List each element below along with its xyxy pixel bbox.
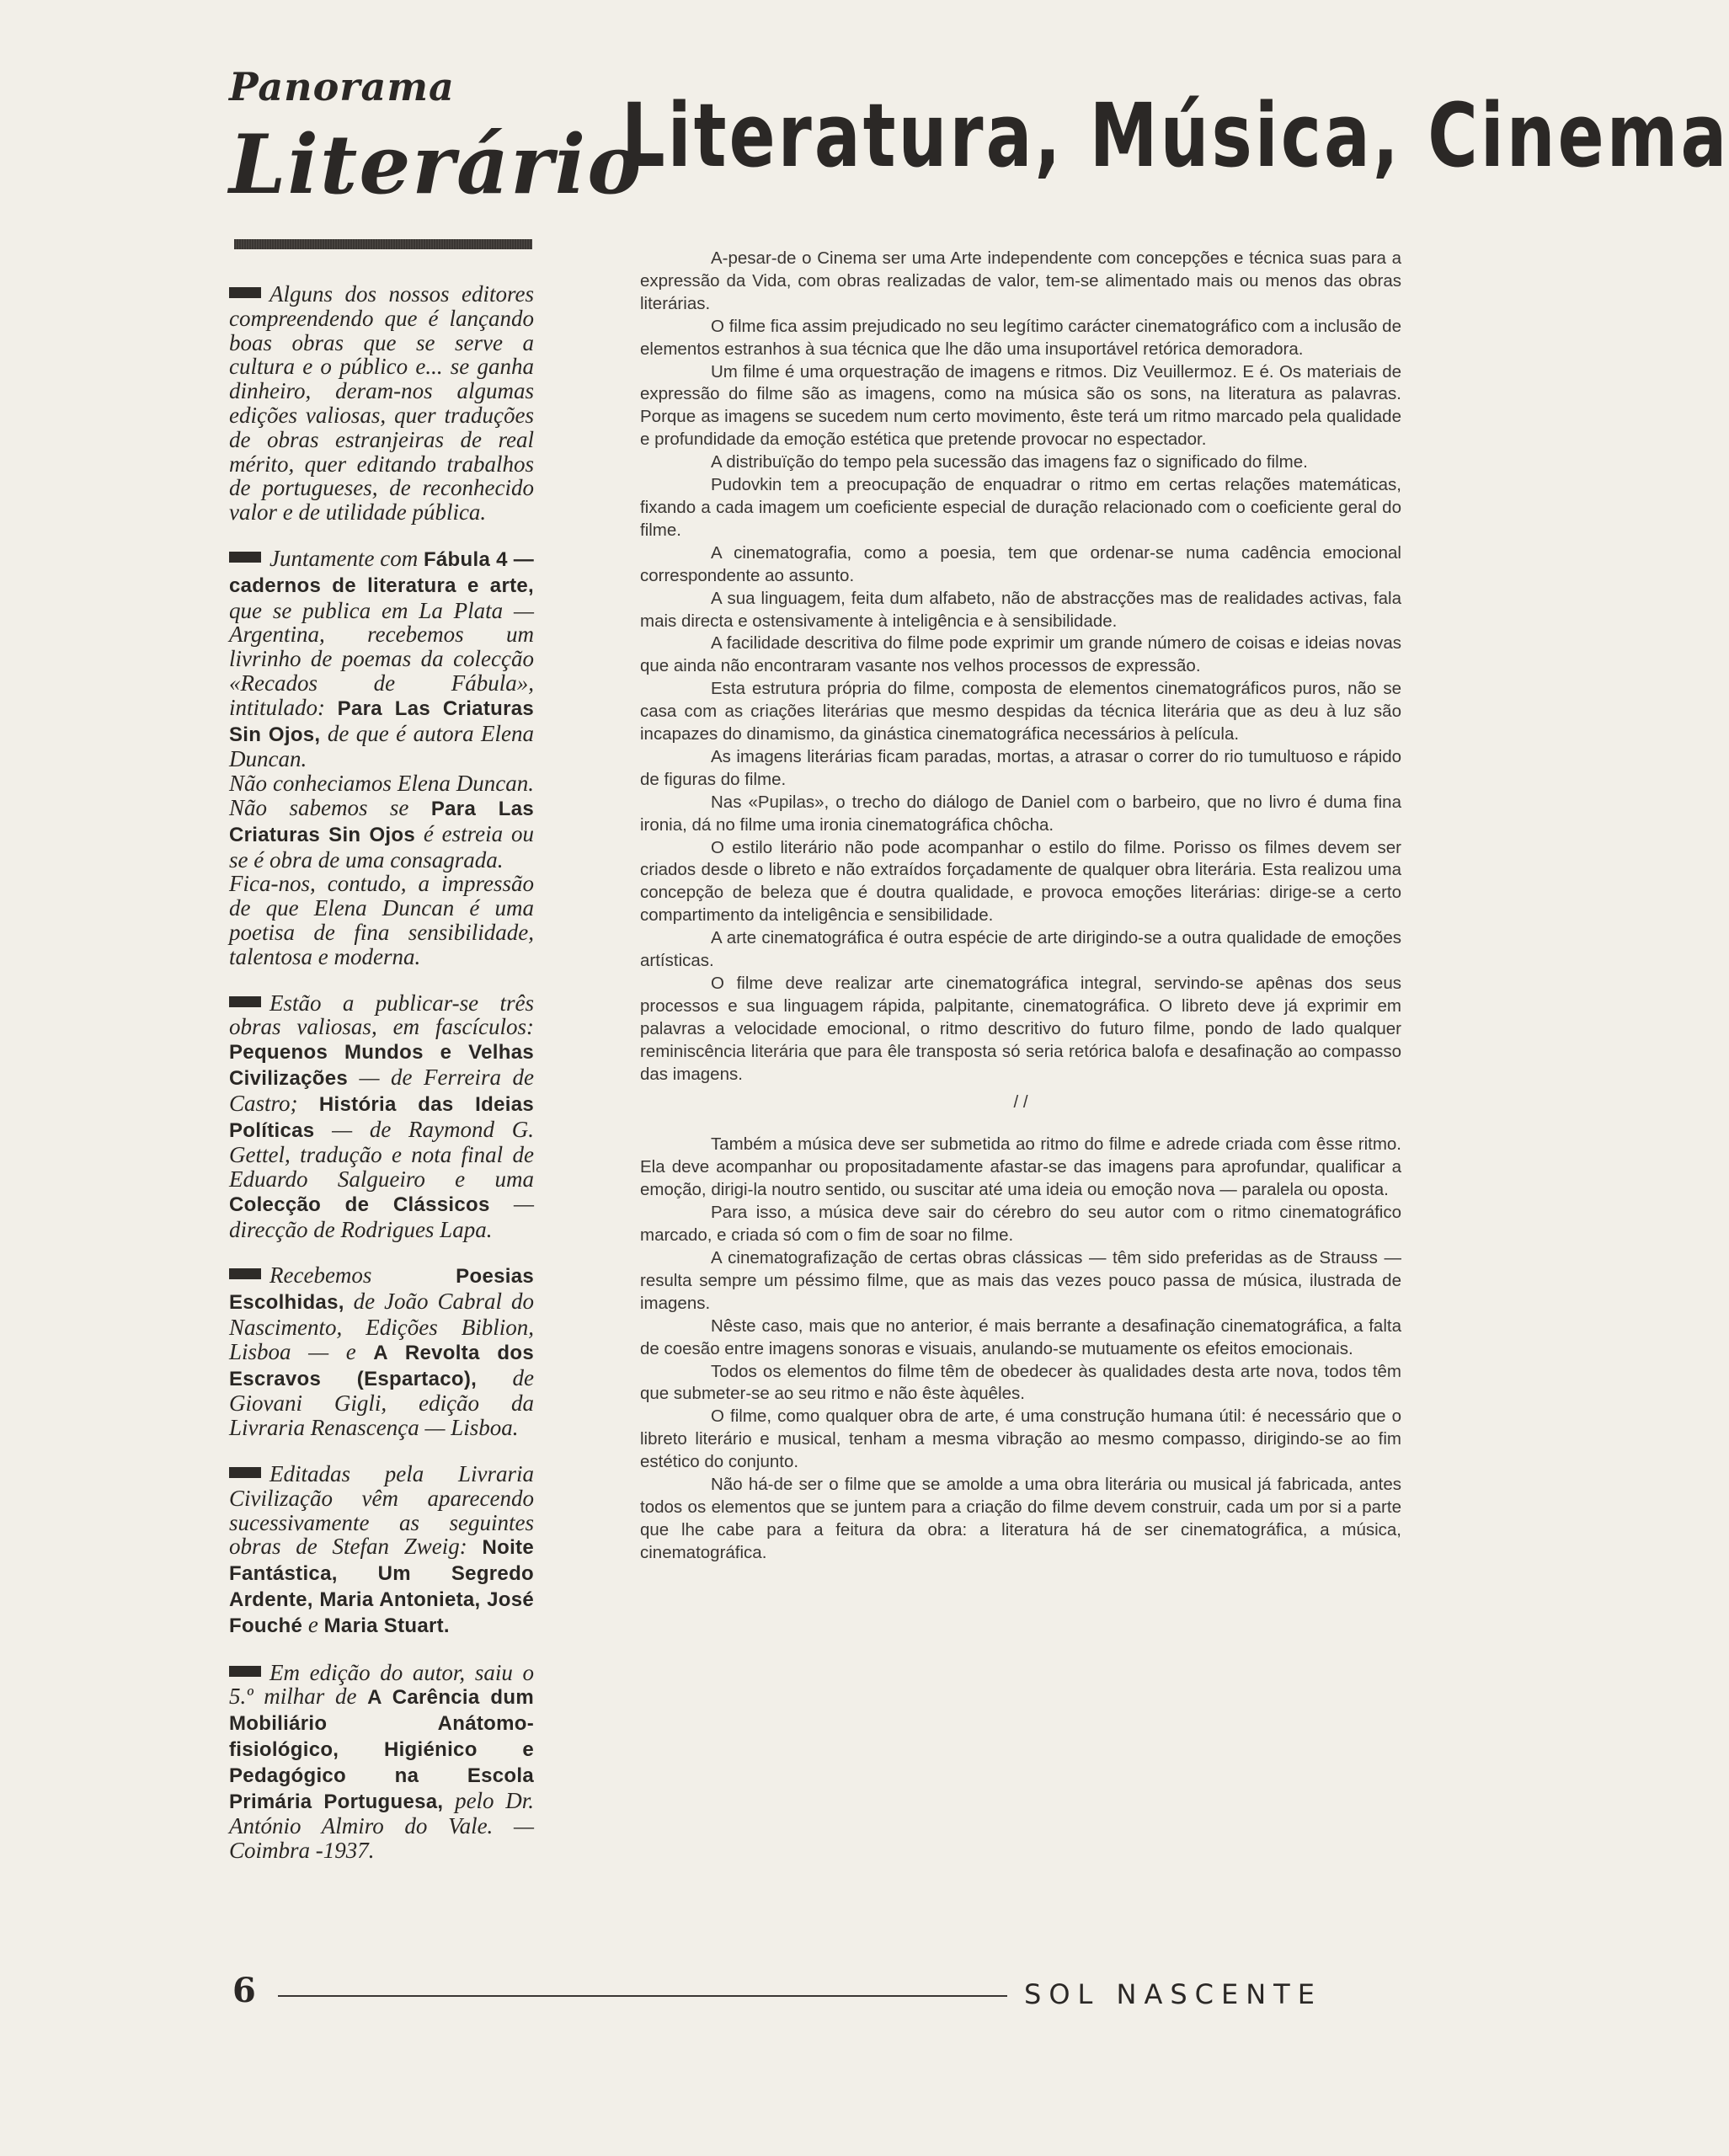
bullet-marker	[229, 287, 261, 298]
section-header	[229, 64, 643, 212]
article-paragraph: A sua linguagem, feita dum alfabeto, não de abstracções mas de realidades activas, fala mais directa e ostensivamente à inteligência e à sensibilidade.	[640, 588, 1401, 631]
note-text: — direcção de Rodrigues Lapa.	[229, 1190, 535, 1242]
publication-name: SOL NASCENTE	[1024, 1978, 1322, 2010]
book-title: Pequenos Mundos e Velhas Civilizações	[229, 1041, 534, 1090]
article-paragraph: Pudovkin tem a preocupação de enquadrar o ritmo em certas relações matemáticas, fixando a cada imagem um coeficiente especial de duração relacionado com o coeficiente geral do filme.	[640, 475, 1401, 540]
article-paragraph: Um filme é uma orquestração de imagens e ritmos. Diz Veuillermoz. E é. Os materiais de expressão do filme são as imagens, como na música são os sons, na literatura as palavras. Porque as imagens se sucedem num certo movimento, êste terá um ritmo marcado pela qualidade e profundidade da emoção estética que pretende provocar no espectador.	[640, 361, 1401, 450]
section-title: Literário	[229, 117, 643, 212]
article-paragraph: A facilidade descritiva do filme pode exprimir um grande número de coisas e ideias novas que ainda não encontraram vasante nos velhos processos de expressão.	[640, 633, 1401, 676]
note-paragraph	[229, 1263, 534, 1440]
note-text: de que é autora Elena Duncan.	[229, 720, 534, 772]
note-text: — de Raymond G. Gettel, tradução e nota final de Eduardo Salgueiro e uma	[229, 1116, 534, 1193]
note-text: Recebemos	[269, 1262, 456, 1289]
note-paragraph	[229, 1661, 534, 1863]
article-paragraph: A distribuïção do tempo pela sucessão das imagens faz o significado do filme.	[711, 452, 1308, 472]
note-paragraph	[229, 282, 534, 525]
section-divider	[234, 239, 532, 249]
book-title: História das Ideias Políticas	[229, 1092, 534, 1142]
book-title: Para Las Criaturas Sin Ojos,	[229, 696, 535, 746]
note-text: Editadas pela Livraria Civilização vêm aparecendo sucessivamente as seguintes obras de Stefan Zweig:	[229, 1461, 534, 1560]
article-paragraph: Nas «Pupilas», o trecho do diálogo de Daniel com o barbeiro, que no livro é duma fina ironia, dá no filme uma ironia cinematográfica chôcha.	[640, 792, 1401, 835]
article-paragraph: A cinematografia, como a poesia, tem que ordenar-se numa cadência emocional correspondente ao assunto.	[640, 542, 1401, 585]
note-text: pelo Dr. António Almiro do Vale. — Coimbra -1937.	[229, 1787, 535, 1864]
book-title: A Revolta dos Escravos (Espartaco),	[229, 1341, 534, 1390]
article-paragraph: O filme deve realizar arte cinematográfica integral, servindo-se apênas dos seus processos e sua linguagem rápida, palpitante, cinematográfica. O libreto deve já exprimir em palavras a velocidade emocional, o ritmo descritivo do futuro filme, pondo de lado qualquer reminiscência literária que para êle transposta só seria retórica balofa e desafinação ao compasso das imagens.	[640, 974, 1401, 1084]
literary-notes-column	[229, 282, 534, 1885]
article-paragraph: O filme, como qualquer obra de arte, é uma construção humana útil: é necessário que o libreto literário e musical, tenham a mesma vibração ao mesmo compasso, dirigindo-se ao fim estético do conjunto.	[640, 1406, 1401, 1472]
book-title: Colecção de Clássicos	[229, 1193, 490, 1216]
note-text: e	[302, 1611, 324, 1637]
bullet-marker	[229, 996, 261, 1007]
note-text: — de Ferreira de Castro;	[229, 1064, 534, 1116]
article-paragraph: O estilo literário não pode acompanhar o estilo do filme. Porisso os filmes devem ser criados desde o libreto e não extraídos forçadamente de qualquer obra literária. Esta realizou uma concepção de beleza que é doutra qualidade, e provoca emoções literárias: dirige-se a certo compartimento da inteligência e sensibilidade.	[640, 837, 1401, 926]
note-paragraph	[229, 1462, 534, 1639]
footer-divider	[278, 1995, 1007, 1997]
article-paragraph: A-pesar-de o Cinema ser uma Arte independente com concepções e técnica suas para a expressão da Vida, com obras realizadas de valor, tem-se alimentado mais ou menos das obras literárias.	[640, 248, 1401, 313]
article-body	[640, 248, 1401, 1565]
note-text: que se publica em La Plata — Argentina, recebemos um livrinho de poemas da colecção «Recados de Fábula», intitulado:	[229, 597, 534, 720]
article-paragraph: Esta estrutura própria do filme, composta de elementos cinematográficos puros, não se casa com as criações literárias que mesmo despidas da técnica literária que as deu à luz são incapazes do dinamismo, da ginástica cinematográfica necessários à película.	[640, 679, 1401, 744]
note-paragraph: Fica-nos, contudo, a impressão de que Elena Duncan é uma poetisa de fina sensibilidade, talentosa e moderna.	[229, 871, 534, 969]
book-title: A Carência dum Mobiliário Anátomo-fisiológico, Higiénico e Pedagógico na Escola Primária Portuguesa,	[229, 1686, 534, 1813]
article-paragraph: Não há-de ser o filme que se amolde a uma obra literária ou musical já fabricada, antes todos os elementos que se juntem para a criação do filme devem construir, cada um por si a parte que lhe cabe para a feitura da obra: a literatura há de ser cinematográfica, a música, cinematográfica.	[640, 1475, 1401, 1562]
section-kicker: Panorama	[229, 64, 455, 109]
book-title: Maria Stuart.	[323, 1614, 450, 1637]
bullet-marker	[229, 1467, 261, 1478]
note-text: é estreia ou se é obra de uma consagrada.	[229, 820, 534, 873]
note-text: de Giovani Gigli, edição da Livraria Renascença — Lisboa.	[229, 1364, 534, 1441]
article-paragraph: A arte cinematográfica é outra espécie de arte dirigindo-se a outra qualidade de emoções artísticas.	[640, 928, 1401, 971]
note-text: Em edição do autor, saiu o 5.º milhar de	[229, 1659, 534, 1710]
note-text: Alguns dos nossos editores compreendendo que é lançando boas obras que se serve a cultura e o público e... se ganha dinheiro, deram-nos algumas edições valiosas, quer traduções de obras estranjeiras de real mérito, quer editando trabalhos de portugueses, de reconhecido valor e de utilidade pública.	[229, 281, 534, 526]
article-paragraph: Para isso, a música deve sair do cérebro do seu autor com o ritmo cinematográfico marcado, e criada só com o fim de soar no filme.	[640, 1203, 1401, 1246]
section-separator: / /	[1013, 1091, 1028, 1112]
note-text: de João Cabral do Nascimento, Edições Biblion, Lisboa — e	[229, 1289, 534, 1364]
article-paragraph: Nêste caso, mais que no anterior, é mais berrante a desafinação cinematográfica, a falta de coesão entre imagens sonoras e visuais, anulando-se mutuamente os efeitos emocionais.	[640, 1315, 1401, 1358]
note-text: Estão a publicar-se três obras valiosas, em fascículos:	[229, 990, 534, 1040]
article-paragraph: Todos os elementos do filme têm de obedecer às qualidades desta arte nova, todos têm que submeter-se ao seu ritmo e não êste àquêles.	[640, 1361, 1401, 1404]
magazine-title: Fábula 4 — cadernos de literatura e arte,	[229, 547, 534, 597]
bullet-marker	[229, 1666, 261, 1677]
book-title: Para Las Criaturas Sin Ojos	[229, 797, 535, 846]
note-text: Juntamente com	[269, 545, 424, 571]
bullet-marker	[229, 552, 261, 563]
note-paragraph	[229, 547, 534, 771]
page-number: 6	[232, 1971, 256, 2010]
article-title: Literatura, Música, Cinema	[622, 84, 1729, 187]
article-paragraph: As imagens literárias ficam paradas, mortas, a atrasar o correr do rio tumultuoso e rápido de figuras do filme.	[640, 746, 1401, 789]
article-paragraph: Também a música deve ser submetida ao ritmo do filme e adrede criada com êsse ritmo. Ela deve acompanhar ou propositadamente afastar-se das imagens para aprofundar, qualificar a emoção, dirigi-la noutro sentido, ou suscitar até uma ideia ou emoção nova — paralela ou oposta.	[640, 1134, 1401, 1200]
article-paragraph: A cinematografização de certas obras clássicas — têm sido preferidas as de Strauss — resulta sempre um péssimo filme, que as mais das vezes pouco passa de música, ilustrada de imagens.	[640, 1247, 1401, 1313]
note-paragraph	[229, 771, 534, 872]
book-title: Poesias Escolhidas,	[229, 1265, 534, 1315]
book-titles: Noite Fantástica, Um Segredo Ardente, Maria Antonieta, José Fouché	[229, 1536, 534, 1637]
note-paragraph	[229, 991, 534, 1242]
article-paragraph: O filme fica assim prejudicado no seu legítimo carácter cinematográfico com a inclusão de elementos estranhos à sua técnica que lhe dão uma insuportável retórica demoradora.	[640, 316, 1401, 359]
note-text: Não conheciamos Elena Duncan. Não sabemos se	[229, 771, 534, 820]
bullet-marker	[229, 1268, 261, 1279]
